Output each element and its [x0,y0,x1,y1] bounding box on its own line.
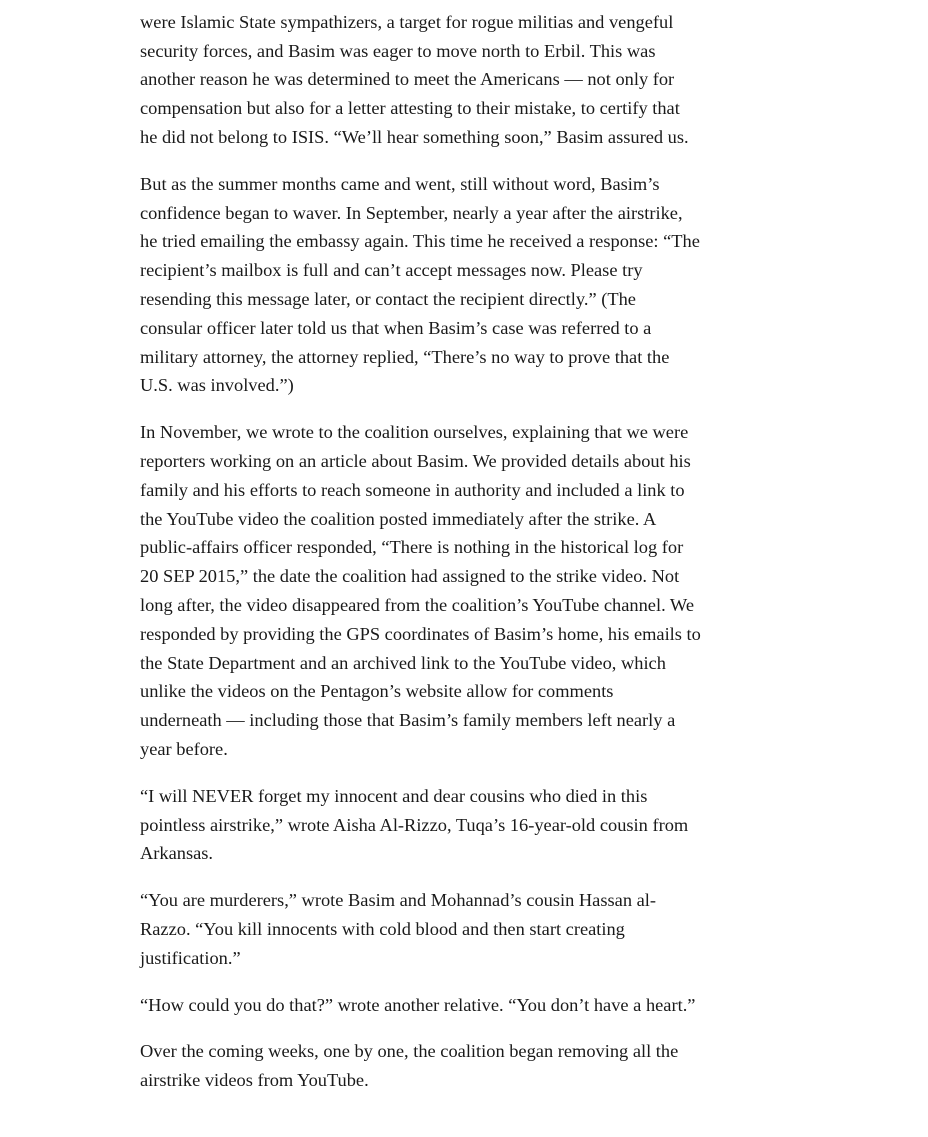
paragraph-line: public-affairs officer responded, “There is nothing in the historical log for [140,537,684,558]
paragraph-7 [140,1037,746,1095]
paragraph-line: justification.” [140,947,241,968]
paragraph-line: the YouTube video the coalition posted immediately after the strike. A [140,508,657,529]
paragraph-line: “I will NEVER forget my innocent and dear cousins who died in this [140,785,648,806]
paragraph-4 [140,782,746,868]
paragraph-line: confidence began to waver. In September, nearly a year after the airstrike, [140,202,683,223]
article-body [140,0,746,1113]
paragraph-2 [140,170,746,400]
paragraph-line: responded by providing the GPS coordinates of Basim’s home, his emails to [140,623,701,644]
paragraph-line: underneath — including those that Basim’s family members left nearly a [140,710,676,731]
paragraph-line: Arkansas. [140,843,214,864]
paragraph-6 [140,991,746,1020]
paragraph-line: But as the summer months came and went, still without word, Basim’s [140,173,660,194]
paragraph-line: “How could you do that?” wrote another relative. “You don’t have a heart.” [140,994,696,1015]
paragraph-line: Razzo. “You kill innocents with cold blood and then start creating [140,918,625,939]
paragraph-line: another reason he was determined to meet the Americans — not only for [140,69,675,90]
paragraph-line: compensation but also for a letter attesting to their mistake, to certify that [140,98,680,119]
paragraph-line: security forces, and Basim was eager to move north to Erbil. This was [140,40,656,61]
paragraph-line: Over the coming weeks, one by one, the coalition began removing all the [140,1041,679,1062]
paragraph-line: he tried emailing the embassy again. This time he received a response: “The [140,231,700,252]
paragraph-line: 20 SEP 2015,” the date the coalition had assigned to the strike video. Not [140,566,680,587]
paragraph-line: reporters working on an article about Basim. We provided details about his [140,450,691,471]
paragraph-line: military attorney, the attorney replied, “There’s no way to prove that the [140,346,670,367]
paragraph-line: “You are murderers,” wrote Basim and Mohannad’s cousin Hassan al- [140,890,657,911]
paragraph-line: resending this message later, or contact the recipient directly.” (The [140,288,636,309]
paragraph-line: he did not belong to ISIS. “We’ll hear something soon,” Basim assured us. [140,126,689,147]
paragraph-line: pointless airstrike,” wrote Aisha Al-Rizzo, Tuqa’s 16-year-old cousin from [140,814,689,835]
paragraph-line: the State Department and an archived link to the YouTube video, which [140,652,666,673]
paragraph-line: unlike the videos on the Pentagon’s website allow for comments [140,681,614,702]
paragraph-5 [140,886,746,972]
paragraph-line: consular officer later told us that when Basim’s case was referred to a [140,317,652,338]
paragraph-line: were Islamic State sympathizers, a target for rogue militias and vengeful [140,11,674,32]
paragraph-3 [140,418,746,764]
paragraph-line: In November, we wrote to the coalition ourselves, explaining that we were [140,422,689,443]
paragraph-line: long after, the video disappeared from the coalition’s YouTube channel. We [140,594,694,615]
paragraph-line: year before. [140,738,228,759]
paragraph-line: U.S. was involved.”) [140,375,294,396]
paragraph-line: airstrike videos from YouTube. [140,1070,369,1091]
paragraph-1 [140,0,746,152]
paragraph-line: recipient’s mailbox is full and can’t accept messages now. Please try [140,260,643,281]
paragraph-line: family and his efforts to reach someone in authority and included a link to [140,479,685,500]
